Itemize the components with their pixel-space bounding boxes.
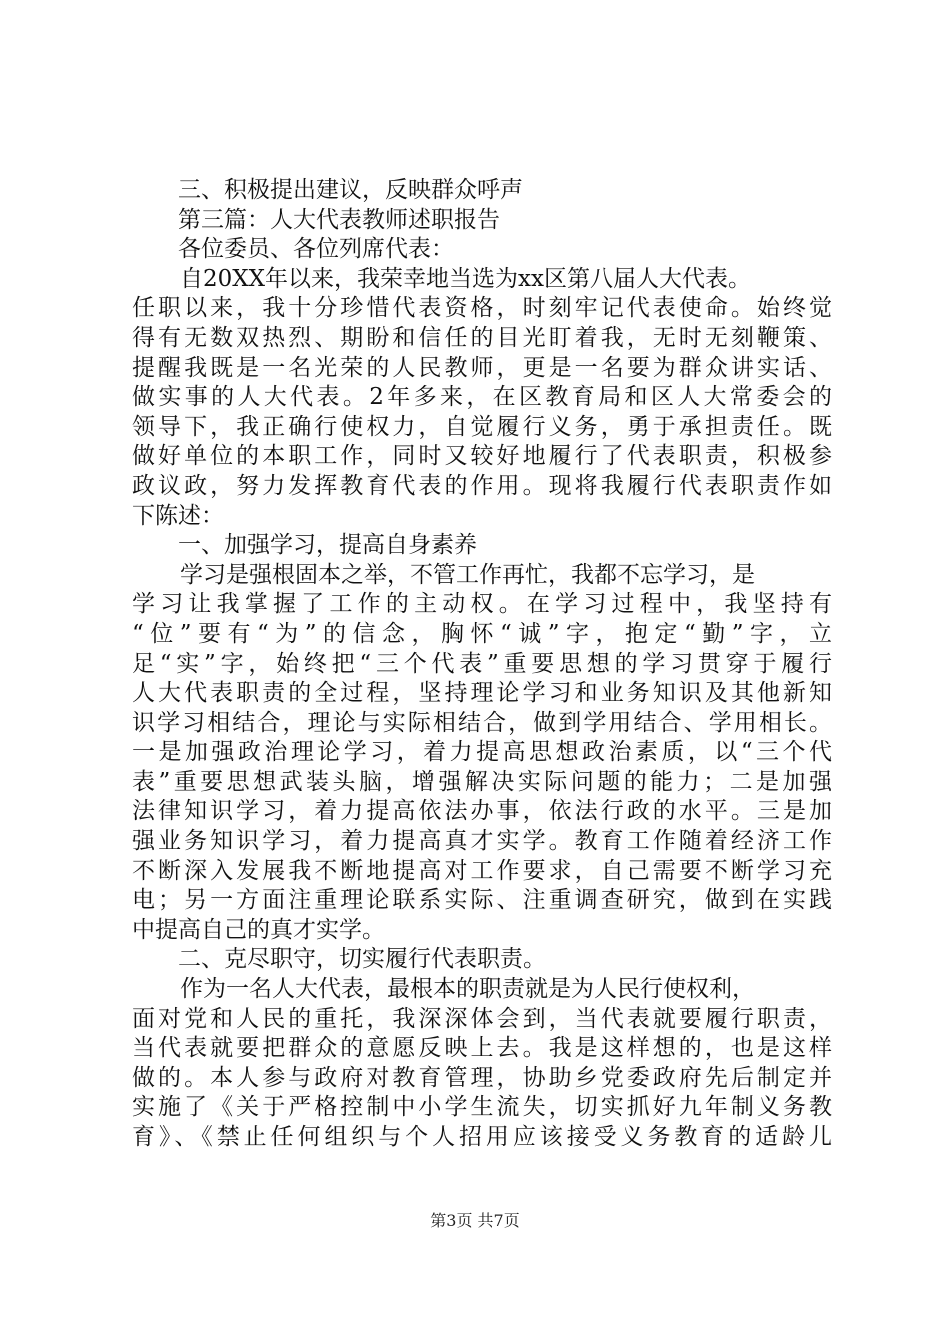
- text-line: 做实事的人大代表。2年多来，在区教育局和区人大常委会的: [132, 384, 832, 411]
- text-line: 学习是强根固本之举，不管工作再忙，我都不忘学习，是: [180, 561, 755, 588]
- text-line: 不断深入发展我不断地提高对工作要求，自己需要不断学习充: [132, 857, 832, 884]
- text-line: 领导下，我正确行使权力，自觉履行义务，勇于承担责任。既: [132, 413, 832, 440]
- text-line: 自20XX年以来，我荣幸地当选为xx区第八届人大代表。: [180, 265, 751, 292]
- text-line: 电；另一方面注重理论联系实际、注重调查研究，做到在实践: [132, 887, 832, 914]
- text-line: 做的。本人参与政府对教育管理，协助乡党委政府先后制定并: [132, 1064, 832, 1091]
- text-line: 第三篇：人大代表教师述职报告: [178, 206, 500, 233]
- text-line: 当代表就要把群众的意愿反映上去。我是这样想的，也是这样: [132, 1035, 832, 1062]
- text-line: 做好单位的本职工作，同时又较好地履行了代表职责，积极参: [132, 443, 832, 470]
- text-line: 三、积极提出建议，反映群众呼声: [178, 177, 523, 203]
- text-line: 一是加强政治理论学习，着力提高思想政治素质，以“三个代: [132, 739, 832, 766]
- text-line: 政议政，努力发挥教育代表的作用。现将我履行代表职责作如: [132, 472, 832, 499]
- page-footer: 第3页 共7页: [430, 1211, 520, 1230]
- text-line: 二、克尽职守，切实履行代表职责。: [178, 946, 546, 973]
- text-line: 法律知识学习，着力提高依法办事，依法行政的水平。三是加: [132, 798, 832, 825]
- text-line: 实施了《关于严格控制中小学生流失，切实抓好九年制义务教: [132, 1094, 832, 1121]
- text-line: 作为一名人大代表，最根本的职责就是为人民行使权利，: [180, 976, 755, 1003]
- text-line: 中提高自己的真才实学。: [132, 916, 385, 943]
- text-line: 强业务知识学习，着力提高真才实学。教育工作随着经济工作: [132, 828, 832, 855]
- text-line: 各位委员、各位列席代表：: [178, 236, 454, 263]
- text-line: 学习让我掌握了工作的主动权。在学习过程中，我坚持有: [132, 591, 832, 618]
- text-line: 任职以来，我十分珍惜代表资格，时刻牢记代表使命。始终觉: [132, 295, 832, 322]
- text-line: “位”要有“为”的信念，胸怀“诚”字，抱定“勤”字，立: [132, 620, 832, 647]
- text-line: 提醒我既是一名光荣的人民教师，更是一名要为群众讲实话、: [132, 354, 832, 381]
- text-line: 表”重要思想武装头脑，增强解决实际问题的能力；二是加强: [132, 768, 832, 795]
- document-body: [132, 176, 832, 1153]
- text-line: 人大代表职责的全过程，坚持理论学习和业务知识及其他新知: [132, 680, 832, 707]
- text-line: 面对党和人民的重托，我深深体会到，当代表就要履行职责，: [132, 1005, 832, 1032]
- text-line: 得有无数双热烈、期盼和信任的目光盯着我，无时无刻鞭策、: [132, 324, 832, 351]
- text-line: 下陈述：: [132, 502, 224, 529]
- text-line: 足“实”字，始终把“三个代表”重要思想的学习贯穿于履行: [132, 650, 832, 677]
- text-line: 一、加强学习，提高自身素养: [178, 532, 477, 559]
- text-line: 育》、《禁止任何组织与个人招用应该接受义务教育的适龄儿: [132, 1124, 832, 1150]
- text-line: 识学习相结合，理论与实际相结合，做到学用结合、学用相长。: [132, 709, 832, 736]
